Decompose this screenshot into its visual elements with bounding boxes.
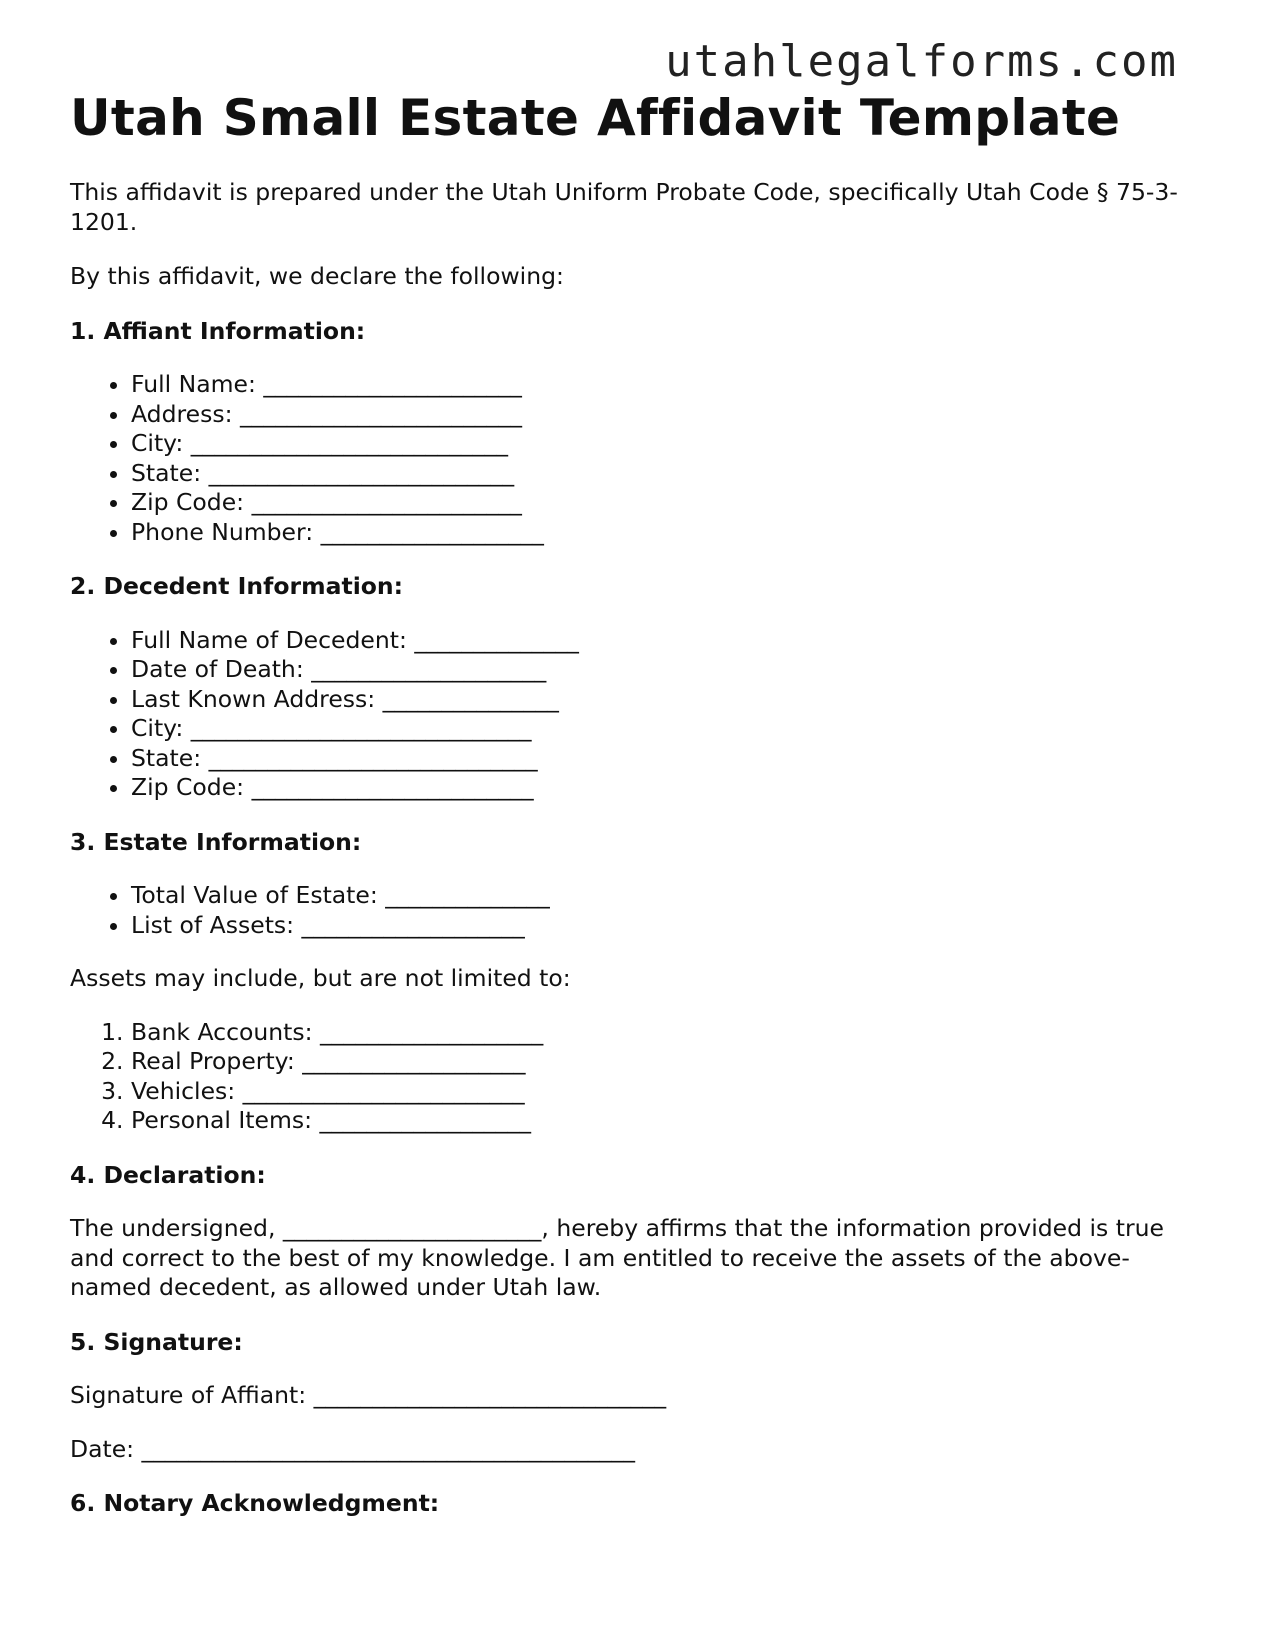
section-heading-declaration: 4. Declaration: (70, 1160, 266, 1189)
decedent-date-of-death-field: • Date of Death: ____________________ (131, 655, 1190, 685)
section-heading-notary: 6. Notary Acknowledgment: (70, 1489, 440, 1517)
estate-total-value-field: • Total Value of Estate: ______________ (131, 881, 1190, 911)
date-line: Date: __________________________________________ (70, 1434, 636, 1463)
affiant-phone-field: • Phone Number: ___________________ (131, 518, 1190, 548)
estate-field-list (70, 881, 1190, 940)
asset-personal-items-field: 4. Personal Items: __________________ (131, 1106, 1190, 1136)
section-heading-affiant: 1. Affiant Information: (70, 316, 366, 345)
decedent-state-field: • State: ____________________________ (131, 744, 1190, 774)
asset-bank-accounts-field: 1. Bank Accounts: ___________________ (131, 1018, 1190, 1048)
document-page (70, 88, 1190, 1519)
site-watermark: utahlegalforms.com (665, 36, 1178, 87)
section-heading-signature: 5. Signature: (70, 1327, 243, 1356)
affiant-full-name-field: • Full Name: ______________________ (131, 370, 1190, 400)
affiant-zip-field: • Zip Code: _______________________ (131, 488, 1190, 518)
asset-vehicles-field: 3. Vehicles: ________________________ (131, 1077, 1190, 1107)
decedent-full-name-field: • Full Name of Decedent: ______________ (131, 626, 1190, 656)
decedent-last-address-field: • Last Known Address: _______________ (131, 685, 1190, 715)
section-heading-decedent: 2. Decedent Information: (70, 572, 404, 600)
affiant-city-field: • City: ___________________________ (131, 429, 1190, 459)
affiant-address-field: • Address: ________________________ (131, 400, 1190, 430)
signature-line: Signature of Affiant: ______________________________ (70, 1381, 667, 1409)
estate-asset-list-field: • List of Assets: ___________________ (131, 911, 1190, 941)
affiant-field-list (70, 370, 1190, 547)
declaration-text: The undersigned, ______________________, hereby affirms that the information provided is true and correct to the best of my knowledge. I am entitled to receive the assets of the above-named decedent, as allowed under Utah law. (70, 1214, 1165, 1301)
document-title: Utah Small Estate Affidavit Template (70, 89, 1121, 147)
decedent-zip-field: • Zip Code: ________________________ (131, 773, 1190, 803)
assets-intro: Assets may include, but are not limited to: (70, 964, 571, 992)
declaration-intro: By this affidavit, we declare the following: (70, 262, 564, 290)
intro-paragraph: This affidavit is prepared under the Utah Uniform Probate Code, specifically Utah Code § 75-3-1201. (70, 178, 1178, 236)
decedent-city-field: • City: _____________________________ (131, 714, 1190, 744)
asset-type-list (70, 1018, 1190, 1136)
decedent-field-list (70, 626, 1190, 803)
asset-real-property-field: 2. Real Property: ___________________ (131, 1047, 1190, 1077)
section-heading-estate: 3. Estate Information: (70, 827, 362, 856)
affiant-state-field: • State: __________________________ (131, 459, 1190, 489)
